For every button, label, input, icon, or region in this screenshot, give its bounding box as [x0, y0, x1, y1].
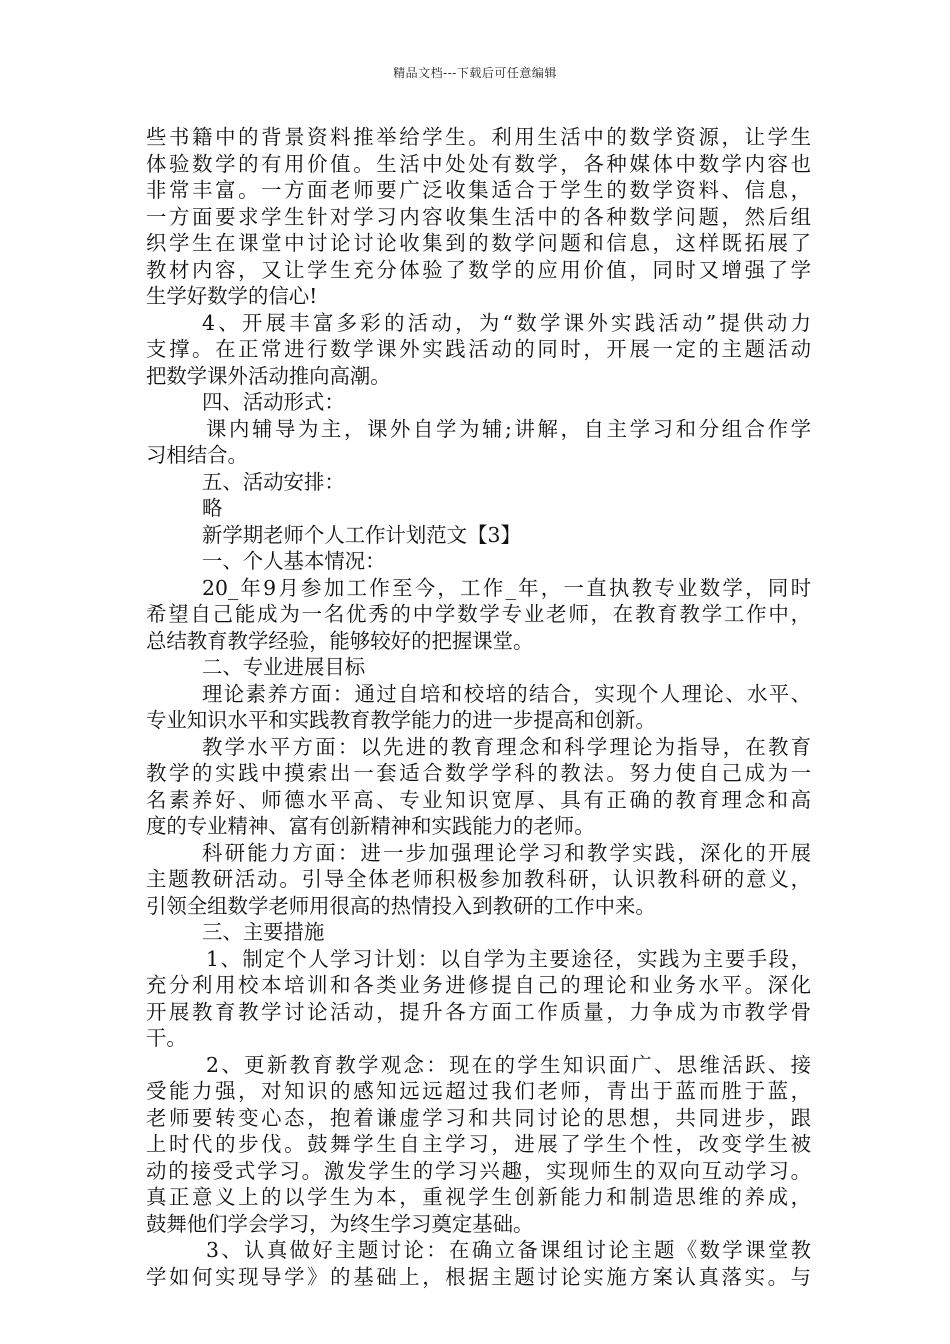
text-line: 3、认真做好主题讨论：在确立备课组讨论主题《数学课堂教 [206, 1238, 811, 1262]
text-line: 4、开展丰富多彩的活动，为“数学课外实践活动”提供动力 [202, 310, 811, 335]
text-line: 充分利用校本培训和各类业务进修提自己的理论和业务水平。深化 [146, 973, 811, 997]
text-line: 希望自己能成为一名优秀的中学数学专业老师，在教育教学工作中， [146, 602, 811, 626]
text-line: 四、活动形式： [202, 390, 345, 414]
text-line: 体验数学的有用价值。生活中处处有数学，各种媒体中数学内容也 [146, 151, 811, 176]
text-line: 上时代的步伐。鼓舞学生自主学习，进展了学生个性，改变学生被 [146, 1132, 811, 1156]
text-line: 把数学课外活动推向高潮。 [146, 363, 391, 388]
text-line: 学如何实现导学》的基础上，根据主题讨论实施方案认真落实。与 [146, 1264, 811, 1289]
text-line: 名素养好、师德水平高、专业知识宽厚、具有正确的教育理念和高 [146, 787, 811, 812]
text-line: 非常丰富。一方面老师要广泛收集适合于学生的数学资料、信息， [146, 178, 811, 202]
text-line: 鼓舞他们学会学习，为终生学习奠定基础。 [146, 1211, 534, 1236]
text-line: 习相结合。 [146, 443, 248, 467]
text-line: 新学期老师个人工作计划范文【3】 [202, 522, 521, 547]
text-line: 主题教研活动。引导全体老师积极参加教科研，认识教科研的意义， [146, 867, 811, 891]
text-line: 科研能力方面：进一步加强理论学习和教学实践，深化的开展 [202, 840, 811, 865]
text-line: 一、个人基本情况： [202, 549, 386, 573]
text-line: 三、主要措施 [202, 920, 325, 944]
text-line: 五、活动安排： [202, 469, 345, 494]
text-line: 些书籍中的背景资料推举给学生。利用生活中的数学资源，让学生 [146, 125, 811, 149]
text-line: 20_年9月参加工作至今，工作_年，一直执教专业数学，同时 [202, 575, 811, 600]
text-line: 1、制定个人学习计划：以自学为主要途径，实践为主要手段， [206, 946, 811, 971]
text-line: 真正意义上的以学生为本，重视学生创新能力和制造思维的养成， [146, 1185, 811, 1209]
text-line: 总结教育教学经验，能够较好的把握课堂。 [146, 628, 534, 653]
text-line: 教学水平方面：以先进的教育理念和科学理论为指导，在教育 [202, 734, 811, 759]
text-line: 干。 [146, 1026, 187, 1050]
text-line: 开展教育教学讨论活动，提升各方面工作质量，力争成为市教学骨 [146, 999, 811, 1024]
text-line: 度的专业精神、富有创新精神和实践能力的老师。 [146, 814, 595, 838]
page-header: 精品文档---下载后可任意编辑 [393, 66, 557, 80]
text-line: 教学的实践中摸索出一套适合数学学科的教法。努力使自己成为一 [146, 761, 811, 785]
document-body [146, 124, 811, 1290]
text-line: 织学生在课堂中讨论讨论收集到的数学问题和信息，这样既拓展了 [146, 231, 811, 255]
text-line: 专业知识水平和实践教育教学能力的进一步提高和创新。 [146, 708, 656, 732]
text-line: 受能力强，对知识的感知远远超过我们老师，青出于蓝而胜于蓝， [146, 1079, 811, 1103]
text-line: 2、更新教育教学观念：现在的学生知识面广、思维活跃、接 [206, 1052, 811, 1077]
text-line: 略 [202, 496, 223, 520]
text-line: 课内辅导为主，课外自学为辅;讲解，自主学习和分组合作学 [206, 416, 811, 441]
text-line: 动的接受式学习。激发学生的学习兴趣，实现师生的双向互动学习。 [146, 1158, 811, 1183]
text-line: 引领全组数学老师用很高的热情投入到教研的工作中来。 [146, 893, 656, 918]
text-line: 老师要转变心态，抱着谦虚学习和共同讨论的思想，共同进步，跟 [146, 1105, 811, 1130]
text-line: 一方面要求学生针对学习内容收集生活中的各种数学问题，然后组 [146, 204, 811, 229]
text-line: 支撑。在正常进行数学课外实践活动的同时，开展一定的主题活动 [146, 337, 811, 361]
text-line: 理论素养方面：通过自培和校培的结合，实现个人理论、水平、 [202, 681, 811, 706]
text-line: 生学好数学的信心! [146, 284, 318, 308]
text-line: 二、专业进展目标 [202, 655, 366, 679]
text-line: 教材内容，又让学生充分体验了数学的应用价值，同时又增强了学 [146, 257, 811, 282]
